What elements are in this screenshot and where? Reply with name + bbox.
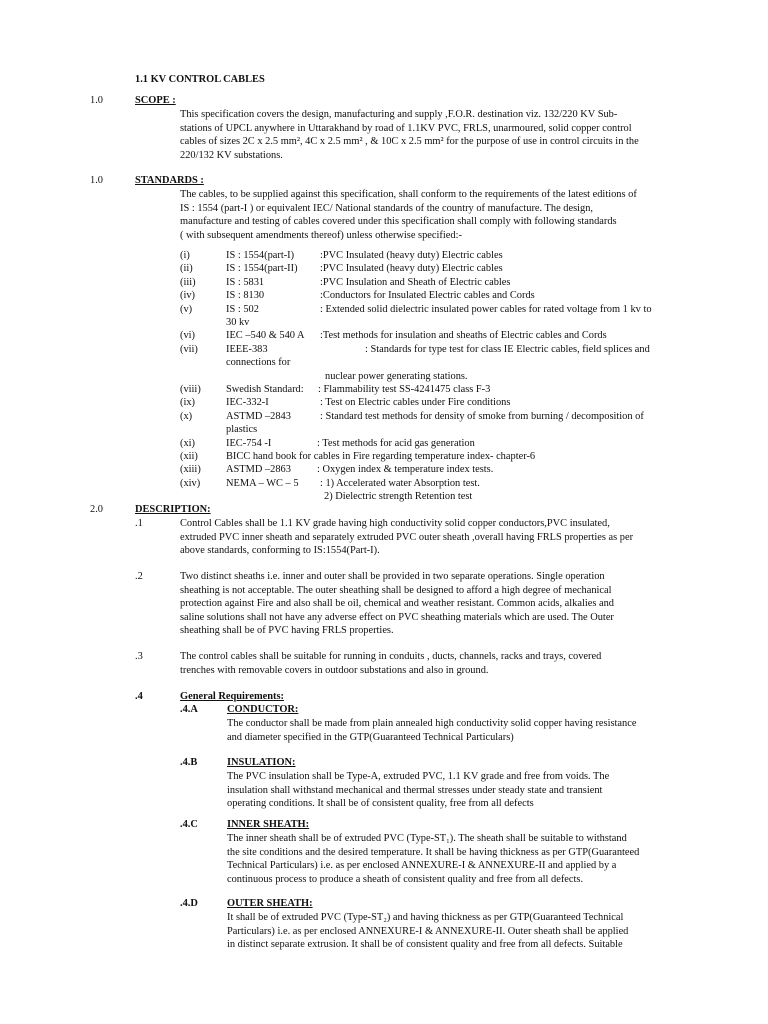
clause-number: .4	[135, 691, 143, 702]
text-line: IS : 1554 (part-I ) or equivalent IEC/ National standards of the country of manufacture. The design,	[180, 202, 594, 214]
standard-item-code: plastics	[226, 424, 258, 436]
standard-item-number: (xi)	[180, 437, 196, 449]
standard-item-description: : Oxygen index & temperature index tests.	[317, 464, 494, 476]
text-line: Two distinct sheaths i.e. inner and outer shall be provided in two separate operations. Single operation	[180, 571, 605, 582]
conductor-paragraph	[227, 717, 678, 744]
standard-item-code: IS : 502	[226, 303, 259, 315]
clause-number: .4.C	[180, 819, 198, 830]
standard-item	[180, 423, 680, 437]
outer-sheath-paragraph	[227, 911, 678, 952]
section-number: 1.0	[90, 95, 103, 106]
text-line: the site conditions and the desired temperature. It shall be having thickness as per GTP(Guaranteed	[227, 846, 640, 858]
standard-item	[180, 437, 680, 451]
description-paragraph-1	[180, 517, 678, 558]
text-line: 220/132 KV substations.	[180, 149, 283, 161]
conductor-heading: CONDUCTOR:	[227, 704, 299, 715]
text-line: and diameter specified in the GTP(Guaranteed Technical Particulars)	[227, 731, 514, 743]
text-line: extruded PVC inner sheath and separately extruded PVC outer sheath ,overall having FRLS properties as per	[180, 531, 634, 543]
text-line: The PVC insulation shall be Type-A, extruded PVC, 1.1 KV grade and free from voids. The	[227, 771, 610, 782]
standards-intro	[180, 188, 678, 242]
text-line: stations of UPCL anywhere in Uttarakhand by road of 1.1KV PVC, FRLS, unarmoured, solid copper control	[180, 122, 632, 134]
clause-number: .4.B	[180, 757, 198, 768]
standard-item-description: :PVC Insulation and Sheath of Electric cables	[320, 276, 511, 288]
standard-item-code: IS : 8130	[226, 290, 265, 302]
text-line: sheathing shall be of PVC having FRLS properties.	[180, 625, 394, 637]
standard-item	[180, 463, 680, 477]
standard-item-number: (ii)	[180, 263, 193, 275]
section-number: 1.0	[90, 175, 103, 186]
standard-item-code: ASTMD –2863	[226, 464, 291, 476]
standard-item-code: 30 kv	[226, 317, 250, 328]
standard-item-code: Swedish Standard:	[226, 384, 304, 395]
standard-item	[180, 356, 680, 370]
standard-item	[180, 262, 680, 276]
standard-item	[180, 477, 680, 491]
standard-item-code: IS : 1554(part-I)	[226, 250, 295, 261]
text-line: This specification covers the design, manufacturing and supply ,F.O.R. destination viz. 132/220 KV Sub-	[180, 109, 618, 120]
text-line: above standards, conforming to IS:1554(Part-I).	[180, 545, 380, 557]
clause-number: .4.D	[180, 898, 198, 909]
text-line: insulation shall withstand mechanical and thermal stresses under steady state and transient	[227, 784, 603, 796]
text-line: trenches with removable covers in outdoor substations and also in ground.	[180, 664, 489, 676]
text-line: The inner sheath shall be of extruded PVC (Type-ST₁). The sheath shall be suitable to withstand	[227, 833, 627, 844]
clause-number: .2	[135, 571, 143, 582]
standards-heading: STANDARDS :	[135, 175, 204, 186]
text-line: The cables, to be supplied against this specification, shall conform to the requirements of the latest editions of	[180, 189, 637, 200]
standard-item	[180, 316, 680, 330]
standard-item-description: : 1) Accelerated water Absorption test.	[320, 477, 480, 489]
standard-item	[180, 249, 680, 263]
text-line: ( with subsequent amendments thereof) unless otherwise specified:-	[180, 229, 462, 241]
standard-item-code: IEC –540 & 540 A	[226, 330, 305, 342]
text-line: saline solutions shall not have any adverse effect on PVC sheathing materials which are used. The Outer	[180, 611, 614, 623]
standard-item-description: : Standard test methods for density of smoke from burning / decomposition of	[320, 410, 644, 422]
inner-sheath-heading: INNER SHEATH:	[227, 819, 310, 830]
clause-number: .1	[135, 518, 143, 529]
insulation-heading: INSULATION:	[227, 757, 296, 768]
standard-item	[180, 289, 680, 303]
text-line: continuous process to produce a sheath of consistent quality and free from all defects.	[227, 873, 584, 885]
text-line: operating conditions. It shall be of consistent quality, free from all defects	[227, 798, 534, 810]
outer-sheath-heading: OUTER SHEATH:	[227, 898, 313, 909]
standard-item	[180, 276, 680, 290]
standard-item-code: IEEE-383	[226, 343, 268, 355]
standard-item	[180, 450, 680, 464]
standard-item-description: : Test on Electric cables under Fire conditions	[320, 397, 511, 409]
standard-item	[180, 410, 680, 424]
clause-number: .4.A	[180, 704, 198, 715]
standard-item-description: :PVC Insulated (heavy duty) Electric cables	[320, 250, 503, 261]
standard-item-code: IEC-332-I	[226, 397, 269, 409]
standard-item-description: 2) Dielectric strength Retention test	[324, 491, 473, 503]
standard-item	[180, 303, 680, 317]
text-line: sheathing is not acceptable. The outer sheathing shall be designed to afford a high degree of mechanical	[180, 584, 612, 596]
text-line: protection against Fire and also shall be oil, chemical and weather resistant. Common acids, alkalies and	[180, 598, 614, 610]
standard-item	[180, 490, 680, 504]
standard-item-number: (v)	[180, 303, 193, 315]
inner-sheath-paragraph	[227, 832, 678, 886]
standard-item-number: (viii)	[180, 384, 201, 395]
standard-item-number: (xii)	[180, 451, 198, 462]
standard-item-description: :PVC Insulated (heavy duty) Electric cables	[320, 263, 503, 275]
standard-item-number: (x)	[180, 410, 193, 422]
standard-item-number: (vi)	[180, 330, 196, 342]
standard-item-description: :Conductors for Insulated Electric cables and Cords	[320, 290, 535, 302]
text-line: The control cables shall be suitable for running in conduits , ducts, channels, racks and trays, covered	[180, 651, 602, 662]
text-line: It shall be of extruded PVC (Type-ST₂) and having thickness as per GTP(Guaranteed Technical	[227, 912, 624, 923]
standard-item-code: ASTMD –2843	[226, 410, 291, 422]
standard-item-code: IEC-754 -I	[226, 437, 272, 449]
standard-item-number: (i)	[180, 250, 190, 261]
clause-number: .3	[135, 651, 143, 662]
standard-item-code: IS : 1554(part-II)	[226, 263, 298, 275]
text-line: Control Cables shall be 1.1 KV grade having high conductivity solid copper conductors,PVC insulated,	[180, 518, 610, 529]
standard-item-number: (xiv)	[180, 477, 201, 489]
section-number: 2.0	[90, 504, 103, 515]
standard-item-number: (ix)	[180, 397, 196, 409]
standard-item-number: (iv)	[180, 290, 196, 302]
general-requirements-heading: General Requirements:	[180, 691, 284, 702]
standard-item	[180, 370, 680, 384]
standard-item	[180, 343, 680, 357]
standard-item-description: : Flammability test SS-4241475 class F-3	[318, 384, 491, 395]
standard-item-description: : Test methods for acid gas generation	[317, 437, 475, 449]
description-heading: DESCRIPTION:	[135, 504, 211, 515]
standard-item-description: : Standards for type test for class IE Electric cables, field splices and	[365, 343, 650, 355]
description-paragraph-3	[180, 650, 678, 677]
standard-item-number: (vii)	[180, 343, 198, 355]
text-line: The conductor shall be made from plain annealed high conductivity solid copper having resistance	[227, 718, 637, 729]
standard-item-description: : Extended solid dielectric insulated power cables for rated voltage from 1 kv to	[320, 303, 652, 315]
standard-item-description: :Test methods for insulation and sheaths of Electric cables and Cords	[320, 330, 607, 342]
standard-item	[180, 396, 680, 410]
insulation-paragraph	[227, 770, 678, 811]
text-line: Particulars) i.e. as per enclosed ANNEXURE-I & ANNEXURE-II. Outer sheath shall be applied	[227, 925, 629, 937]
text-line: in distinct separate extrusion. It shall be of consistent quality and free from all defects. Suitable	[227, 939, 623, 951]
text-line: manufacture and testing of cables covered under this specification shall comply with following standards	[180, 216, 617, 228]
scope-heading: SCOPE :	[135, 95, 176, 106]
text-line: Technical Particulars) i.e. as per enclosed ANNEXURE-I & ANNEXURE-II and applied by a	[227, 860, 617, 872]
standard-item	[180, 383, 680, 397]
text-line: cables of sizes 2C x 2.5 mm², 4C x 2.5 mm² , & 10C x 2.5 mm² for the purpose of use in control circuits in the	[180, 136, 639, 148]
description-paragraph-2	[180, 570, 678, 638]
standard-item-code: IS : 5831	[226, 276, 265, 288]
standard-item-code: NEMA – WC – 5	[226, 477, 299, 489]
standard-item-code: BICC hand book for cables in Fire regarding temperature index- chapter-6	[226, 451, 536, 462]
standard-item-code: connections for	[226, 357, 291, 369]
document-title: 1.1 KV CONTROL CABLES	[135, 74, 265, 85]
standard-item-number: (xiii)	[180, 464, 201, 476]
standard-item-description: nuclear power generating stations.	[325, 370, 468, 382]
standard-item-number: (iii)	[180, 276, 196, 288]
standard-item	[180, 329, 680, 343]
scope-paragraph	[180, 108, 678, 162]
